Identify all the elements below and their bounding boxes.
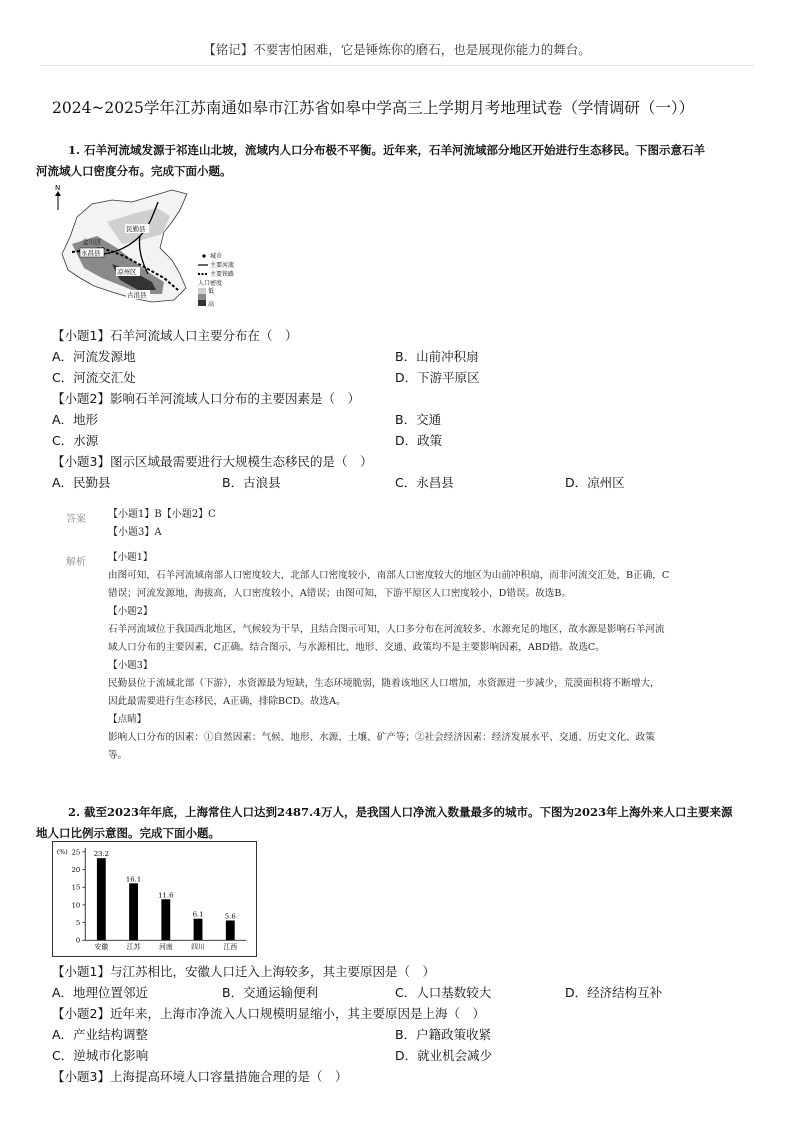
explain-line: 影响人口分布的因素：①自然因素：气候、地形、水源、土壤、矿产等；②社会经济因素：经济发展水平、交通、历史文化、政策	[108, 732, 655, 743]
q1-sub1-opt-a[interactable]: A．河流发源地	[52, 349, 136, 364]
q2-stem-line2: 地人口比例示意图。完成下面小题。	[36, 826, 220, 840]
q1-stem	[36, 140, 747, 182]
y-tick-label: 5	[75, 919, 81, 928]
x-tick-label: 安徽	[94, 943, 109, 952]
q1-sub2-opt-b[interactable]: B．交通	[395, 412, 442, 427]
map-label-yongchang: 永昌县	[81, 249, 101, 257]
svg-text:高: 高	[208, 301, 215, 308]
q2-sub1-opt-a[interactable]: A．地理位置邻近	[52, 985, 149, 1000]
bar-value-label: 6.1	[192, 910, 204, 919]
q2-stem	[36, 802, 747, 844]
map-legend	[198, 252, 234, 308]
q2-sub1-opt-d[interactable]: D．经济结构互补	[565, 985, 663, 1000]
q1-sub1-opt-c[interactable]: C．河流交汇处	[52, 370, 136, 385]
q2-sub2-opt-d[interactable]: D．就业机会减少	[395, 1048, 493, 1063]
q2-sub2-opt-a[interactable]: A．产业结构调整	[52, 1027, 149, 1042]
header-divider	[40, 65, 754, 66]
q1-sub3-opt-a[interactable]: A．民勤县	[52, 475, 111, 490]
motto-banner: 【铭记】不要害怕困难，它是锤炼你的磨石，也是展现你能力的舞台。	[203, 42, 591, 57]
svg-text:主要铁路: 主要铁路	[210, 271, 235, 278]
q2-sub2-opt-c[interactable]: C．逆城市化影响	[52, 1048, 149, 1063]
explain-line: 因此最需要进行生态移民，A正确，排除BCD。故选A。	[108, 696, 346, 707]
q1-sub2-opt-a[interactable]: A．地形	[52, 412, 99, 427]
q2-sub1-opt-b[interactable]: B．交通运输便利	[222, 985, 319, 1000]
explain-line: 由图可知，石羊河流域南部人口密度较大，北部人口密度较小，南部人口密度较大的地区为山前冲积扇，而非河流交汇处，B正确，C	[108, 570, 670, 581]
q1-sub1-opt-d[interactable]: D．下游平原区	[395, 370, 480, 385]
x-tick-label: 四川	[191, 943, 205, 952]
q2-sub2-opt-b[interactable]: B．户籍政策收紧	[395, 1027, 492, 1042]
svg-text:城市: 城市	[210, 253, 223, 260]
explanation-block	[108, 549, 728, 765]
explain-label: 解析	[66, 557, 86, 568]
page-title: 2024~2025学年江苏南通如皋市江苏省如皋中学高三上学期月考地理试卷（学情调研（一））	[52, 99, 695, 117]
svg-text:人口密度: 人口密度	[198, 280, 223, 287]
explain-line: 等。	[108, 750, 128, 761]
q1-sub3-opt-d[interactable]: D．凉州区	[565, 475, 625, 490]
y-tick-label: 10	[71, 901, 81, 910]
answer-label: 答案	[66, 514, 86, 525]
q1-sub1-opt-b[interactable]: B．山前冲积扇	[395, 349, 479, 364]
explain-line: 石羊河流域位于我国西北地区，气候较为干旱，且结合图示可知，人口多分布在河流较多、水源充足的地区，故水源是影响石羊河流	[108, 624, 665, 635]
q1-sub2-opt-c[interactable]: C．水源	[52, 433, 99, 448]
bar-3	[161, 899, 170, 940]
answer-block	[108, 506, 728, 542]
explain-line: 【小题1】	[108, 552, 153, 563]
q1-sub2-opt-d[interactable]: D．政策	[395, 433, 443, 448]
north-arrow	[55, 184, 61, 210]
bar-1	[97, 858, 106, 940]
q2-sub2: 【小题2】近年来，上海市净流入人口规模明显缩小，其主要原因是上海（ ）	[52, 1006, 485, 1021]
map-label-liangzhou: 凉州区	[117, 268, 137, 276]
migrant-source-bar-chart	[52, 841, 257, 957]
bar-5	[226, 920, 235, 940]
q1-sub3: 【小题3】图示区域最需要进行大规模生态移民的是（ ）	[52, 454, 373, 469]
q1-sub3-opt-c[interactable]: C．永昌县	[395, 475, 454, 490]
map-label-jinchuan: 金川区	[82, 238, 102, 246]
bar-4	[194, 919, 203, 941]
bar-value-label: 5.6	[224, 912, 236, 921]
x-tick-label: 江西	[223, 943, 238, 952]
explain-line: 【小题3】	[108, 660, 153, 671]
map-label-gulang: 古浪县	[127, 291, 147, 299]
q1-stem-line2: 河流域人口密度分布。完成下面小题。	[36, 164, 232, 178]
population-density-map	[52, 182, 247, 322]
y-axis-unit: (%)	[56, 847, 68, 856]
q1-stem-line1: 1. 石羊河流域发源于祁连山北坡，流域内人口分布极不平衡。近年来，石羊河流域部分地区开始进行生态移民。下图示意石羊	[68, 143, 706, 157]
x-tick-label: 河南	[158, 943, 173, 952]
bar-value-label: 23.2	[93, 850, 109, 859]
explain-line: 【小题2】	[108, 606, 153, 617]
y-tick-label: 15	[71, 883, 81, 892]
q2-sub1-opt-c[interactable]: C．人口基数较大	[395, 985, 492, 1000]
q1-sub1: 【小题1】石羊河流域人口主要分布在（ ）	[52, 328, 298, 343]
bar-value-label: 16.1	[125, 875, 142, 884]
explain-line: 【点睛】	[108, 714, 147, 725]
explain-line: 域人口分布的主要因素，C正确。结合图示，与水源相比，地形、交通、政策均不是主要影响因素，ABD错。故选C。	[108, 642, 605, 653]
explain-line: 民勤县位于流域北部（下游），水资源最为短缺，生态环境脆弱，随着该地区人口增加，水资源进一步减少，荒漠面积将不断增大，	[108, 678, 660, 689]
q1-sub3-opt-b[interactable]: B．古浪县	[222, 475, 281, 490]
svg-text:N: N	[55, 184, 61, 192]
svg-text:低: 低	[208, 288, 215, 295]
q2-sub1: 【小题1】与江苏相比，安徽人口迁入上海较多，其主要原因是（ ）	[52, 964, 435, 979]
q2-stem-line1: 2. 截至2023年年底，上海常住人口达到2487.4万人，是我国人口净流入数量最多的城市。下图为2023年上海外来人口主要来源	[68, 805, 733, 819]
bar-value-label: 11.6	[158, 891, 174, 900]
svg-text:主要河流: 主要河流	[210, 262, 235, 269]
y-tick-label: 20	[71, 865, 81, 874]
explain-line: 错误；河流发源地，海拔高，人口密度较小，A错误；由图可知，下游平原区人口密度较小，D错误。故选B。	[108, 588, 571, 599]
q2-sub3: 【小题3】上海提高环境人口容量措施合理的是（ ）	[52, 1069, 348, 1084]
q1-sub2: 【小题2】影响石羊河流域人口分布的主要因素是（ ）	[52, 391, 360, 406]
bar-2	[129, 883, 138, 940]
answer-line1: 【小题1】B【小题2】C	[108, 509, 216, 520]
x-tick-label: 江苏	[126, 943, 141, 952]
y-tick-label: 25	[71, 848, 81, 857]
answer-line2: 【小题3】A	[108, 527, 162, 538]
y-tick-label: 0	[75, 936, 81, 945]
map-label-minqin: 民勤县	[126, 225, 146, 233]
